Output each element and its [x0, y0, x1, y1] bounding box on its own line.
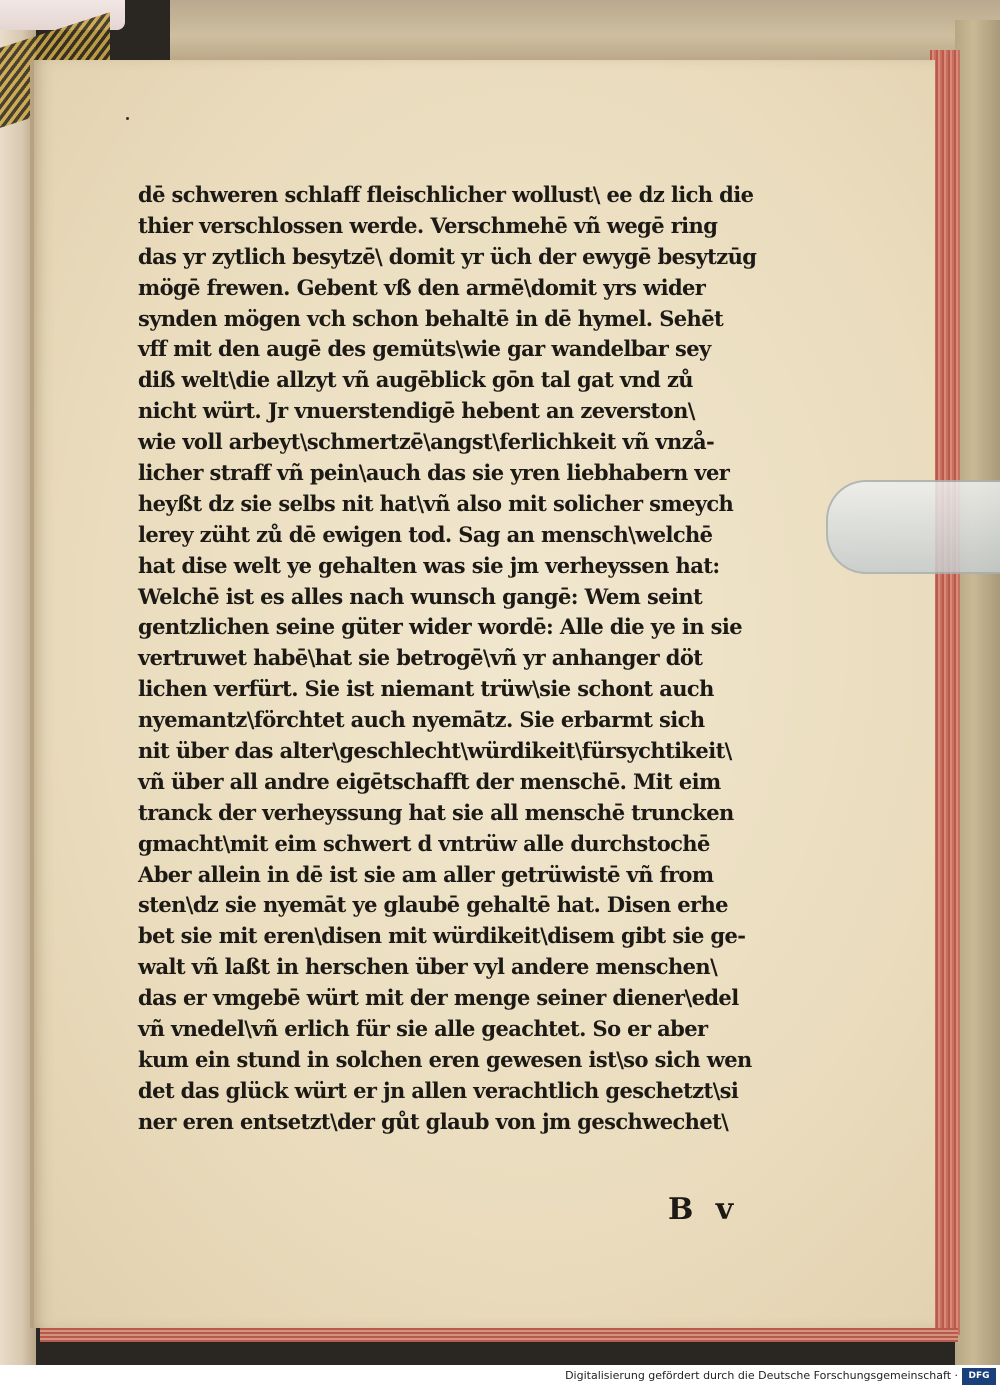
text-line: gmacht\mit eim schwert d vntrüw alle durchstochē	[138, 830, 710, 856]
text-line: bet sie mit eren\disen mit würdikeit\disem gibt sie ge-	[138, 923, 746, 949]
text-line: heyßt dz sie selbs nit hat\vñ also mit solicher smeych	[138, 490, 734, 516]
text-line: Welchē ist es alles nach wunsch gangē: Wem seint	[138, 583, 703, 609]
text-line: dē schweren schlaff fleischlicher wollust\ ee dz lich die	[138, 182, 754, 207]
text-line: diß welt\die allzyt vñ augēblick gōn tal gat vnd zů	[138, 367, 693, 393]
text-line: synden mögen vch schon behaltē in dē hymel. Sehēt	[138, 305, 724, 331]
signature-mark: B v	[668, 1192, 740, 1227]
text-line: sten\dz sie nyemāt ye glaubē gehaltē hat. Disen erhe	[138, 892, 728, 918]
text-line: vertruwet habē\hat sie betrogē\vñ yr anhanger döt	[138, 645, 703, 671]
page-edge-bottom	[40, 1328, 958, 1342]
footer-credit: Digitalisierung gefördert durch die Deutsche Forschungsgemeinschaft ·	[565, 1369, 958, 1382]
text-line: lichen verfürt. Sie ist niemant trüw\sie schont auch	[138, 676, 714, 702]
text-line: vff mit den augē des gemüts\wie gar wandelbar sey	[138, 336, 711, 362]
text-line: nyemantz\förchtet auch nyemātz. Sie erbarmt sich	[138, 707, 705, 733]
dfg-logo: DFG	[962, 1368, 996, 1385]
text-line: det das glück würt er jn allen verachtlich geschetzt\si	[138, 1077, 739, 1103]
text-line: thier verschlossen werde. Verschmehē vñ wegē ring	[138, 212, 718, 238]
text-line: lerey züht zů dē ewigen tod. Sag an mensch\welchē	[138, 521, 713, 547]
text-line: tranck der verheyssung hat sie all menschē truncken	[138, 799, 734, 825]
text-line: ner eren entsetzt\der gůt glaub von jm geschwechet\	[138, 1108, 729, 1134]
text-line: gentzlichen seine güter wider wordē: Alle die ye in sie	[138, 614, 742, 640]
text-block	[138, 180, 788, 1138]
text-line: vñ über all andre eigētschafft der menschē. Mit eim	[138, 768, 721, 794]
book-cover-right	[955, 20, 1000, 1365]
page-mark-dot	[126, 117, 129, 120]
text-line: vñ vnedel\vñ erlich für sie alle geachtet. So er aber	[138, 1016, 708, 1042]
text-line: nicht würt. Jr vnuerstendigē hebent an zeverston\	[138, 398, 695, 424]
text-line: hat dise welt ye gehalten was sie jm verheyssen hat:	[138, 552, 720, 578]
text-line: mögē frewen. Gebent vß den armē\domit yrs wider	[138, 274, 706, 300]
text-line: wie voll arbeyt\schmertzē\angst\ferlichkeit vñ vnzå-	[138, 429, 715, 455]
text-line: licher straff vñ pein\auch das sie yren liebhabern ver	[138, 460, 730, 486]
text-line: walt vñ laßt in herschen über vyl andere menschen\	[138, 954, 718, 980]
text-line: das er vmgebē würt mit der menge seiner diener\edel	[138, 985, 739, 1011]
page-marker-strip	[826, 480, 1000, 574]
text-line: kum ein stund in solchen eren gewesen ist\so sich wen	[138, 1046, 752, 1072]
text-line: nit über das alter\geschlecht\würdikeit\fürsychtikeit\	[138, 738, 732, 764]
footer-bar	[0, 1365, 1000, 1390]
gutter-line	[30, 60, 34, 1328]
book-cover-top	[170, 0, 1000, 60]
text-line: Aber allein in dē ist sie am aller getrüwistē vñ from	[138, 861, 714, 887]
text-line: das yr zytlich besytzē\ domit yr üch der ewygē besytzūg	[138, 243, 757, 269]
